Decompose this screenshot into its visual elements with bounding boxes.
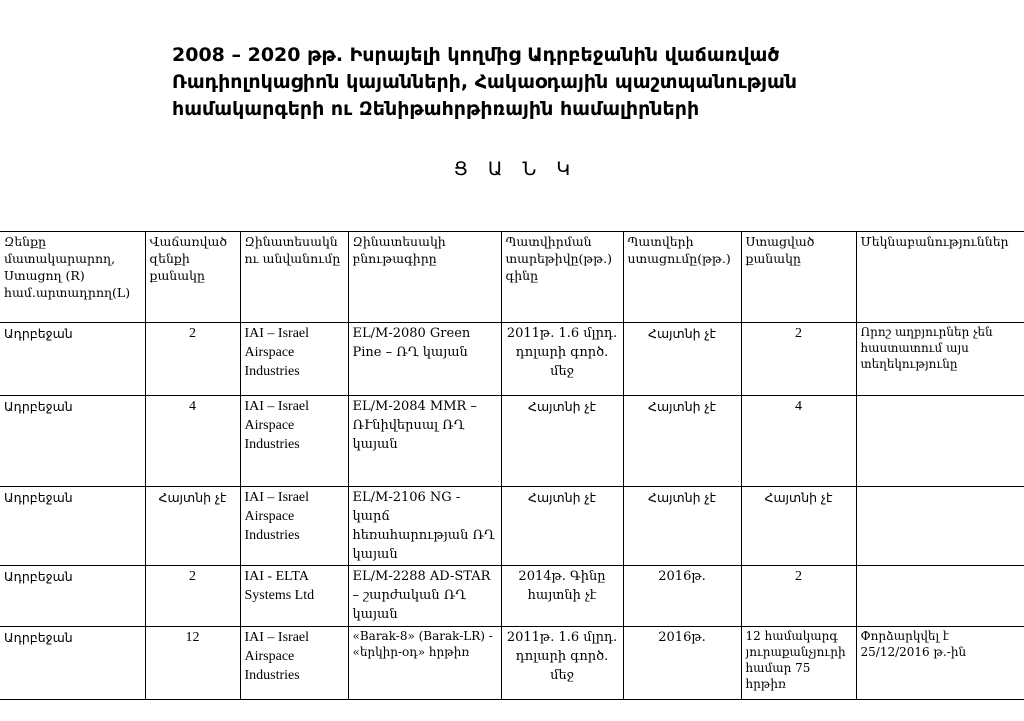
header-weapon-name: Զինատեսակն ու անվանումը bbox=[240, 232, 348, 323]
table-row bbox=[0, 566, 1024, 627]
cell-quantity: 4 bbox=[145, 396, 240, 487]
header-order-year: Պատվիրման տարեթիվը(թթ.) գինը bbox=[501, 232, 623, 323]
cell-order: Հայտնի չէ bbox=[501, 396, 623, 487]
header-description: Զինատեսակի բնութագիրը bbox=[348, 232, 501, 323]
header-supplier: Զենքը մատակարարող, Ստացող (R) համ.արտադրող(L) bbox=[0, 232, 145, 323]
cell-recipient: Ադրբեջան bbox=[0, 323, 145, 396]
cell-received: 12 համակարգ յուրաքանչյուրի համար 75 հրթիռ bbox=[741, 627, 856, 700]
cell-delivery: 2016թ. bbox=[623, 566, 741, 627]
cell-manufacturer: IAI - ELTA Systems Ltd bbox=[240, 566, 348, 627]
cell-order: 2011թ. 1.6 մլրդ. դոլարի գործ. մեջ bbox=[501, 323, 623, 396]
table-header-row bbox=[0, 232, 1024, 323]
cell-recipient: Ադրբեջան bbox=[0, 487, 145, 566]
cell-description: EL/M-2084 MMR – ՌՒնիվերսալ ՌՂ կայան bbox=[348, 396, 501, 487]
cell-received: 4 bbox=[741, 396, 856, 487]
title-line-2: Ռադիոլոկացիոն կայանների, Հակաօդային պաշտպանության bbox=[172, 71, 797, 93]
table-row bbox=[0, 627, 1024, 700]
cell-comment: Որոշ աղբյուրներ չեն հաստատում այս տեղեկությունը bbox=[856, 323, 1024, 396]
cell-recipient: Ադրբեջան bbox=[0, 566, 145, 627]
cell-comment: Փորձարկվել է 25/12/2016 թ.-ին bbox=[856, 627, 1024, 700]
title-line-3: համակարգերի ու Զենիթահրթիռային համալիրների bbox=[172, 98, 700, 120]
table-row bbox=[0, 487, 1024, 566]
cell-received: Հայտնի չէ bbox=[741, 487, 856, 566]
cell-order: 2014թ. Գինը հայտնի չէ bbox=[501, 566, 623, 627]
cell-order: 2011թ. 1.6 մլրդ. դոլարի գործ. մեջ bbox=[501, 627, 623, 700]
header-received: Ստացված քանակը bbox=[741, 232, 856, 323]
cell-delivery: Հայտնի չէ bbox=[623, 323, 741, 396]
cell-manufacturer: IAI – Israel Airspace Industries bbox=[240, 487, 348, 566]
title-line-1: 2008 – 2020 թթ. Իսրայելի կողմից Ադրբեջանին վաճառված bbox=[172, 44, 780, 66]
table-row bbox=[0, 323, 1024, 396]
table-row bbox=[0, 396, 1024, 487]
cell-description: «Barak-8» (Barak-LR) - «երկիր-օդ» հրթիռ bbox=[348, 627, 501, 700]
cell-comment bbox=[856, 396, 1024, 487]
cell-recipient: Ադրբեջան bbox=[0, 627, 145, 700]
header-delivery-year: Պատվերի ստացումը(թթ.) bbox=[623, 232, 741, 323]
cell-recipient: Ադրբեջան bbox=[0, 396, 145, 487]
cell-order: Հայտնի չէ bbox=[501, 487, 623, 566]
cell-delivery: 2016թ. bbox=[623, 627, 741, 700]
cell-quantity: 12 bbox=[145, 627, 240, 700]
cell-description: EL/M-2106 NG - կարճ հեռահարության ՌՂ կայան bbox=[348, 487, 501, 566]
weapons-table bbox=[0, 231, 1024, 700]
cell-manufacturer: IAI – Israel Airspace Industries bbox=[240, 627, 348, 700]
document-subtitle: ՑԱՆԿ bbox=[453, 158, 591, 180]
cell-comment bbox=[856, 566, 1024, 627]
document-title bbox=[172, 42, 972, 123]
header-comments: Մեկնաբանություններ bbox=[856, 232, 1024, 323]
cell-delivery: Հայտնի չէ bbox=[623, 487, 741, 566]
cell-received: 2 bbox=[741, 323, 856, 396]
cell-comment bbox=[856, 487, 1024, 566]
cell-quantity: 2 bbox=[145, 566, 240, 627]
cell-manufacturer: IAI – Israel Airspace Industries bbox=[240, 396, 348, 487]
cell-description: EL/M-2288 AD-STAR – շարժական ՌՂ կայան bbox=[348, 566, 501, 627]
cell-quantity: Հայտնի չէ bbox=[145, 487, 240, 566]
cell-quantity: 2 bbox=[145, 323, 240, 396]
cell-received: 2 bbox=[741, 566, 856, 627]
header-quantity: Վաճառված զենքի քանակը bbox=[145, 232, 240, 323]
cell-delivery: Հայտնի չէ bbox=[623, 396, 741, 487]
cell-manufacturer: IAI – Israel Airspace Industries bbox=[240, 323, 348, 396]
cell-description: EL/M-2080 Green Pine – ՌՂ կայան bbox=[348, 323, 501, 396]
